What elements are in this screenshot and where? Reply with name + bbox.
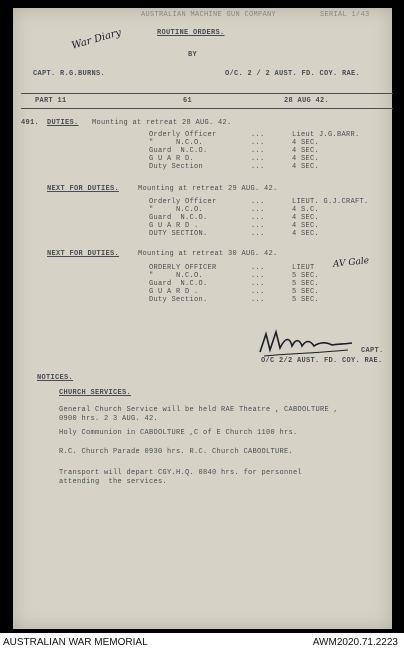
next-duties-text-1: Mounting at retreat 29 AUG. 42. [138, 185, 278, 193]
header-rule [21, 93, 393, 94]
footer-reference: AWM2020.71.2223 [312, 637, 398, 648]
order-date: 28 AUG 42. [284, 97, 330, 105]
roster-sep: ... [251, 131, 265, 139]
roster-who: LIEUT. G.J.CRAFT. [292, 198, 369, 206]
church-line-5: Transport will depart CGY.H.Q. 0840 hrs. for personnel [59, 469, 303, 477]
signature-unit: O/C 2/2 AUST. FD. COY. RAE. [261, 357, 383, 365]
roster-duty: " N.C.O. [149, 139, 204, 147]
next-duties-text-2: Mounting at retreat 30 AUG. 42. [138, 250, 278, 258]
orders-by: BY [188, 51, 198, 59]
notices-heading: NOTICES. [37, 374, 74, 382]
roster-who: 5 SEC. [292, 272, 320, 280]
item-number: 491. [21, 119, 40, 127]
roster-who: Lieut J.G.BARR. [292, 131, 360, 139]
signature [256, 328, 356, 360]
church-line-4: R.C. Church Parade 0930 hrs. R.C. Church CABOOLTURE. [59, 448, 294, 456]
roster-who: 4 SEC. [292, 214, 320, 222]
roster-duty: DUTY SECTION. [149, 230, 208, 238]
roster-duty: ORDERLY OFFICER [149, 264, 217, 272]
roster-duty: Orderly Officer [149, 131, 217, 139]
roster-sep: ... [251, 222, 265, 230]
roster-sep: ... [251, 280, 265, 288]
duties-text: Mounting at retreat 28 AUG. 42. [92, 119, 232, 127]
roster-who: 5 SEC. [292, 296, 320, 304]
roster-who: 4 S.C. [292, 206, 320, 214]
handwritten-war-diary: War Diary [70, 27, 123, 52]
roster-duty: G U A R D. [149, 155, 195, 163]
roster-duty: Guard N.C.O. [149, 280, 208, 288]
roster-who: 4 SEC. [292, 222, 320, 230]
roster-who: 4 SEC. [292, 230, 320, 238]
roster-who: 4 SEC. [292, 163, 320, 171]
part-number: PART 11 [35, 97, 67, 105]
header-serial: SERIAL 1/43 [320, 11, 370, 19]
roster-sep: ... [251, 272, 265, 280]
roster-duty: G U A R D . [149, 222, 199, 230]
header-unit-stamp: AUSTRALIAN MACHINE GUN COMPANY [141, 11, 277, 19]
roster-who: 4 SEC. [292, 155, 320, 163]
roster-duty: G U A R D . [149, 288, 199, 296]
church-services-heading: CHURCH SERVICES. [59, 389, 132, 397]
roster-duty: Duty Section. [149, 296, 208, 304]
roster-sep: ... [251, 296, 265, 304]
roster-sep: ... [251, 214, 265, 222]
church-line-2: 0900 hrs. 2 3 AUG. 42. [59, 415, 159, 423]
commander-name: CAPT. R.G.BURNS. [33, 70, 106, 78]
church-line-3: Holy Communion in CABOOLTURE ,C of E Church 1100 hrs. [59, 429, 298, 437]
roster-who: 5 SEC. [292, 288, 320, 296]
roster-sep: ... [251, 147, 265, 155]
roster-sep: ... [251, 206, 265, 214]
roster-duty: Duty Section [149, 163, 204, 171]
roster-sep: ... [251, 163, 265, 171]
church-line-1: General Church Service will be held RAE Theatre , CABOOLTURE , [59, 406, 339, 414]
orders-title: ROUTINE ORDERS. [157, 29, 225, 37]
roster-duty: " N.C.O. [149, 206, 204, 214]
roster-who: 5 SEC. [292, 280, 320, 288]
roster-who: LIEUT [292, 264, 315, 272]
roster-who: 4 SEC. [292, 147, 320, 155]
roster-sep: ... [251, 155, 265, 163]
archive-footer [0, 633, 404, 653]
roster-duty: " N.C.O. [149, 272, 204, 280]
church-line-6: attending the services. [59, 478, 168, 486]
roster-sep: ... [251, 230, 265, 238]
signature-rank: CAPT. [361, 347, 384, 355]
roster-sep: ... [251, 198, 265, 206]
roster-sep: ... [251, 288, 265, 296]
roster-sep: ... [251, 264, 265, 272]
footer-institution: AUSTRALIAN WAR MEMORIAL [3, 637, 148, 648]
order-number: 61 [183, 97, 193, 105]
roster-duty: Guard N.C.O. [149, 147, 208, 155]
duties-heading: DUTIES. [47, 119, 79, 127]
next-duties-heading-2: NEXT FOR DUTIES. [47, 250, 120, 258]
unit-name: O/C. 2 / 2 AUST. FD. COY. RAE. [225, 70, 361, 78]
roster-duty: Orderly Officer [149, 198, 217, 206]
part-rule [21, 108, 393, 109]
roster-duty: Guard N.C.O. [149, 214, 208, 222]
roster-who: 4 SEC. [292, 139, 320, 147]
roster-sep: ... [251, 139, 265, 147]
handwritten-officer-name: AV Gale [332, 256, 370, 270]
next-duties-heading-1: NEXT FOR DUTIES. [47, 185, 120, 193]
document-page [13, 8, 392, 629]
